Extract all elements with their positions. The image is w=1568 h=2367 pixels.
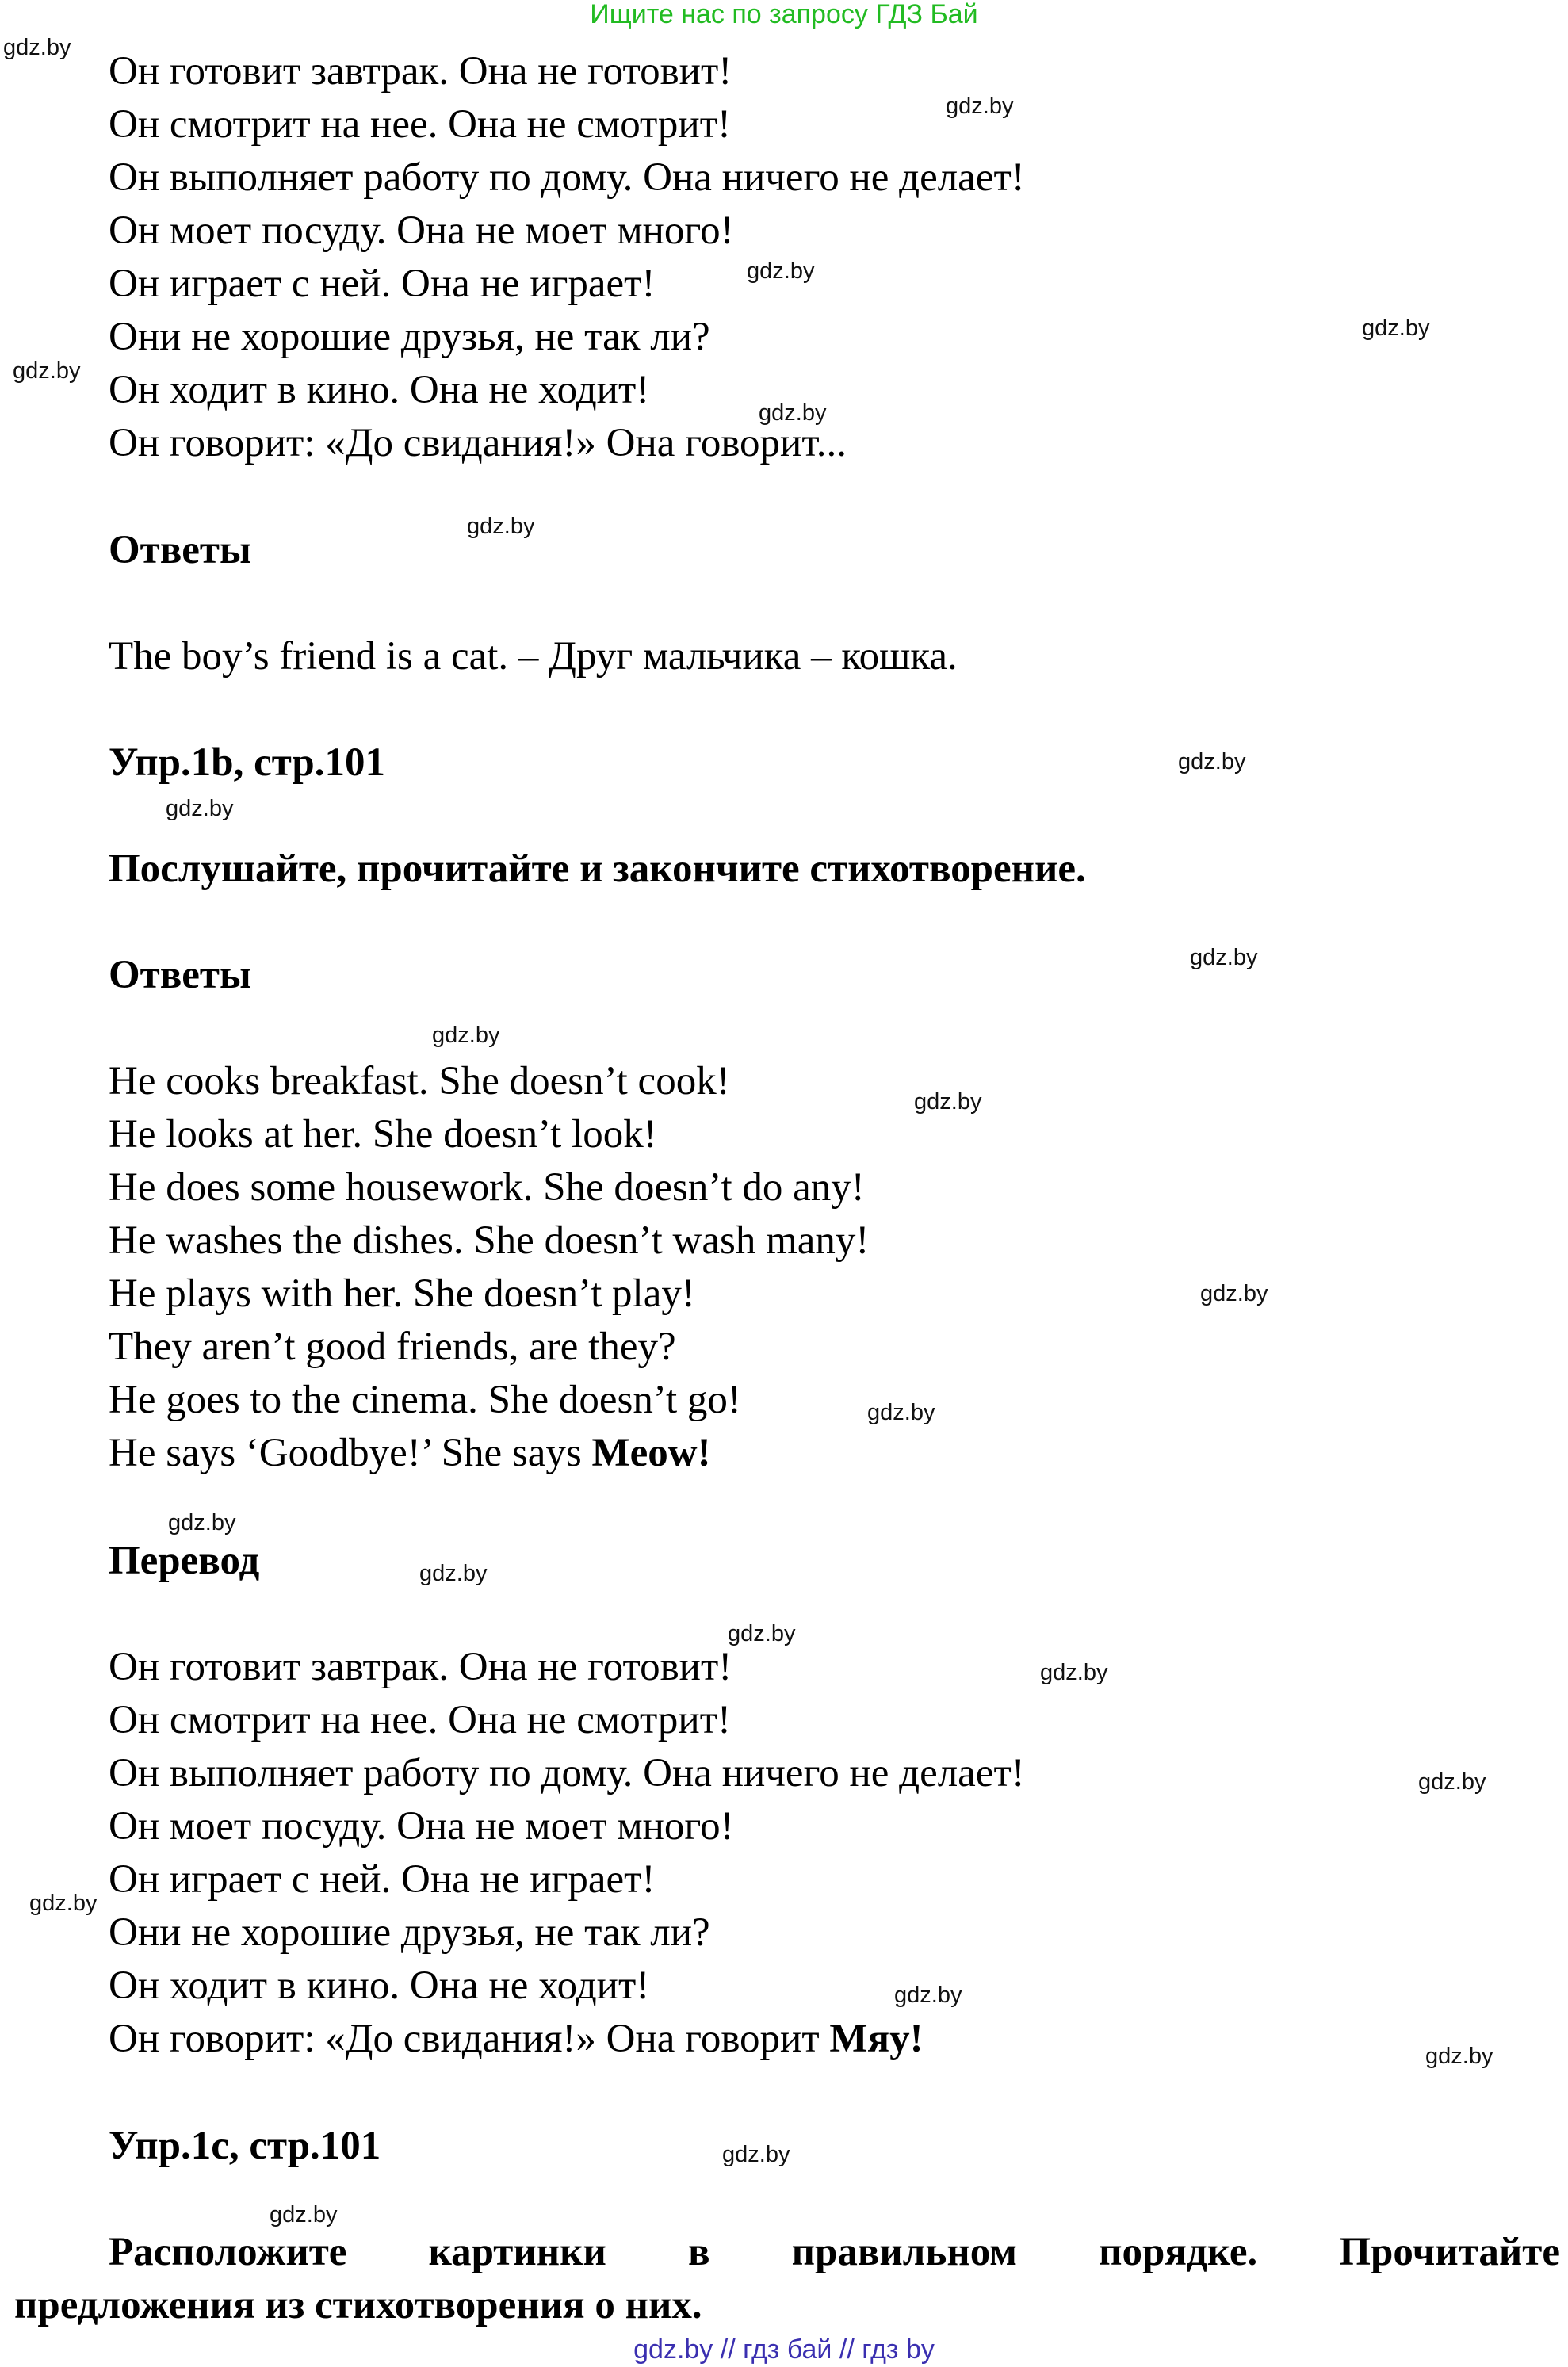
watermark: gdz.by <box>432 1023 500 1048</box>
watermark: gdz.by <box>13 358 81 384</box>
watermark: gdz.by <box>1362 315 1430 341</box>
watermark: gdz.by <box>722 2142 790 2167</box>
text-line: Он моет посуду. Она не моет много! <box>109 208 734 253</box>
poem-last-text: He says ‘Goodbye!’ She says <box>109 1431 592 1475</box>
translation-line: Он играет с ней. Она не играет! <box>109 1857 656 1902</box>
watermark: gdz.by <box>1425 2044 1493 2069</box>
watermark: gdz.by <box>1190 945 1258 970</box>
text-line: Они не хорошие друзья, не так ли? <box>109 315 710 359</box>
poem-line: They aren’t good friends, are they? <box>109 1325 676 1369</box>
exercise-1c-task <box>14 2226 1560 2332</box>
watermark: gdz.by <box>467 514 535 539</box>
watermark: gdz.by <box>747 258 815 284</box>
top-banner[interactable]: Ищите нас по запросу ГДЗ Бай <box>590 0 978 29</box>
watermark: gdz.by <box>270 2202 338 2227</box>
watermark: gdz.by <box>3 35 71 60</box>
translation-last-text: Он говорит: «До свидания!» Она говорит <box>109 2017 830 2061</box>
text-line: Он готовит завтрак. Она не готовит! <box>109 49 732 94</box>
poem-line: He goes to the cinema. She doesn’t go! <box>109 1378 741 1422</box>
translation-line-last <box>109 2013 1025 2066</box>
watermark: gdz.by <box>759 400 827 426</box>
answer-1a <box>109 630 958 683</box>
watermark: gdz.by <box>166 796 234 821</box>
watermark: gdz.by <box>946 94 1014 119</box>
translation-line: Он ходит в кино. Она не ходит! <box>109 1964 650 2008</box>
watermark: gdz.by <box>1418 1769 1486 1795</box>
text-line: Он ходит в кино. Она не ходит! <box>109 368 650 412</box>
watermark: gdz.by <box>1040 1660 1108 1685</box>
poem-line: He washes the dishes. She doesn’t wash many! <box>109 1218 870 1263</box>
poem-line: He plays with her. She doesn’t play! <box>109 1271 695 1316</box>
translation-1b <box>109 1641 1025 2066</box>
footer-links[interactable]: gdz.by // гдз бай // гдз by <box>633 2334 935 2365</box>
poem-line: He cooks breakfast. She doesn’t cook! <box>109 1059 730 1103</box>
poem-english <box>109 1055 869 1480</box>
exercise-1b-title: Упр.1b, стр.101 <box>109 740 386 785</box>
answers-heading: Ответы <box>109 528 251 572</box>
text-line: Он играет с ней. Она не играет! <box>109 262 656 306</box>
watermark: gdz.by <box>914 1089 982 1115</box>
text-line: Он говорит: «До свидания!» Она говорит... <box>109 421 847 465</box>
translation-line: Он выполняет работу по дому. Она ничего не делает! <box>109 1751 1025 1795</box>
exercise-1c-title: Упр.1c, стр.101 <box>109 2124 381 2168</box>
watermark: gdz.by <box>419 1561 488 1586</box>
watermark: gdz.by <box>29 1891 98 1916</box>
translation-last-bold: Мяу! <box>829 2017 924 2061</box>
answers-heading-1b: Ответы <box>109 953 251 997</box>
poem-line-last <box>109 1427 869 1480</box>
translation-line: Он готовит завтрак. Она не готовит! <box>109 1645 732 1689</box>
translation-top <box>109 45 1025 470</box>
watermark: gdz.by <box>728 1621 796 1646</box>
watermark: gdz.by <box>1200 1281 1268 1306</box>
translation-line: Он моет посуду. Она не моет много! <box>109 1804 734 1849</box>
exercise-1b-task: Послушайте, прочитайте и закончите стихотворение. <box>109 847 1086 891</box>
task-line: предложения из стихотворения о них. <box>14 2283 702 2327</box>
watermark: gdz.by <box>867 1400 935 1425</box>
text-line: Он выполняет работу по дому. Она ничего не делает! <box>109 155 1025 200</box>
poem-last-bold: Meow! <box>591 1431 711 1475</box>
task-line: Расположите картинки в правильном порядке. Прочитайте <box>109 2230 1560 2274</box>
poem-line: He looks at her. She doesn’t look! <box>109 1112 657 1157</box>
translation-line: Они не хорошие друзья, не так ли? <box>109 1910 710 1955</box>
watermark: gdz.by <box>168 1510 236 1535</box>
watermark: gdz.by <box>894 1983 962 2008</box>
answer-text: The boy’s friend is a cat. – Друг мальчика – кошка. <box>109 634 958 679</box>
poem-line: He does some housework. She doesn’t do any! <box>109 1165 865 1210</box>
watermark: gdz.by <box>1178 749 1246 774</box>
text-line: Он смотрит на нее. Она не смотрит! <box>109 102 731 147</box>
translation-line: Он смотрит на нее. Она не смотрит! <box>109 1698 731 1742</box>
translation-heading: Перевод <box>109 1539 260 1583</box>
